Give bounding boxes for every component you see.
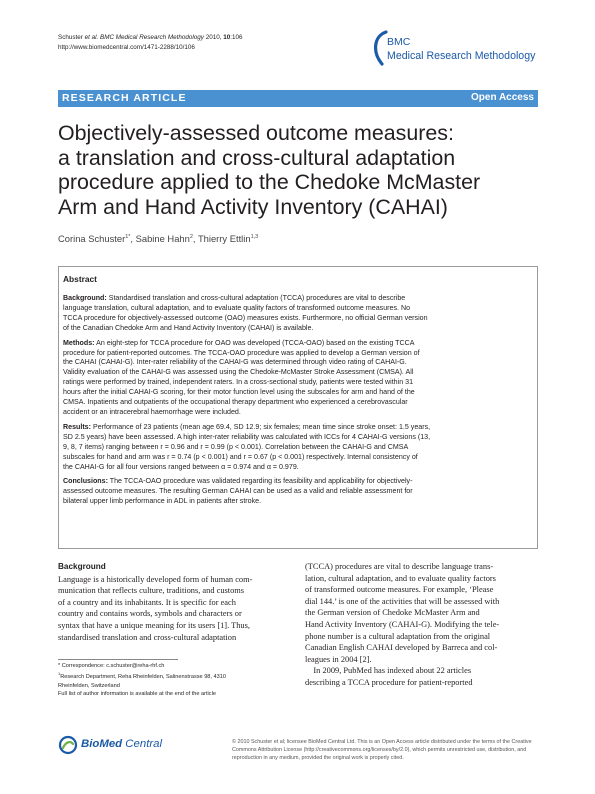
logo-journal-name: Medical Research Methodology	[387, 50, 536, 62]
text-line: Performance of 23 patients (mean age 69.4, SD 12.9; six females; mean time since stroke onset: 1.5 years,	[91, 422, 431, 431]
author-name: Corina Schuster	[58, 233, 126, 244]
text-line: An eight-step for TCCA procedure for OAO was developed (TCCA-OAO) based on the existing TCCA	[94, 338, 415, 347]
citation-authors: Schuster	[58, 34, 85, 41]
text-line: Language is a historically developed form of human com-	[58, 574, 253, 584]
section-label: Background:	[63, 294, 107, 302]
text-line: procedure for patient-reported outcomes. The TCCA-OAO procedure was applied to develop a German version of	[63, 348, 420, 357]
citation-article: :106	[230, 34, 243, 41]
section-label: Methods:	[63, 338, 95, 347]
text-line: munication that reflects culture, traditions, and customs	[58, 586, 245, 596]
footnote-divider	[58, 659, 178, 660]
abstract-background	[63, 294, 535, 334]
text-line: the German version of Chedoke McMaster Arm and	[305, 608, 480, 618]
article-title	[58, 121, 538, 219]
text-line: phone number is a cultural adaptation from the original	[305, 631, 491, 641]
license-line: reproduction in any medium, provided the original work is properly cited.	[232, 755, 404, 761]
text-line: 9, 8, 7 items) ranging between r = 0.96 and r = 0.99 (p < 0.001). Correlation between the CAHAI-G and CMSA	[63, 442, 409, 451]
citation-year: 2010,	[203, 34, 224, 41]
abstract-methods	[63, 339, 535, 418]
author-info-note: Full list of author information is available at the end of the article	[58, 691, 216, 698]
text-line: bilateral upper limb performance in ADL in patients after stroke.	[63, 497, 262, 506]
body-column-right	[305, 561, 538, 689]
abstract-heading: Abstract	[63, 274, 97, 284]
title-line: procedure applied to the Chedoke McMaster	[58, 170, 481, 195]
text-line: dial 144.’ is one of the activities that will be assessed with	[305, 596, 500, 606]
author-name: , Thierry Ettlin	[192, 233, 251, 244]
license-line: Commons Attribution License (http://creativecommons.org/licenses/by/2.0), which permits unrestricted use, distribution, and	[232, 747, 527, 753]
biomed-central-wordmark	[81, 738, 162, 750]
text-line: of transformed outcome measures. For example, ‘Please	[305, 585, 494, 595]
text-line: language translation, cultural adaptation, and to evaluate quality factors of transformed outcome measures. No	[63, 303, 411, 312]
text-line: syntax that have a unique meaning for its users [1]. Thus,	[58, 620, 250, 630]
correspondence-note[interactable]: * Correspondence: c.schuster@reha-rhf.ch	[58, 663, 165, 669]
biomed-central-logo	[58, 735, 198, 755]
wordmark-central: Central	[122, 738, 163, 750]
section-label: Conclusions:	[63, 477, 108, 486]
text-line: country and contains words, symbols and characters or	[58, 609, 242, 619]
text-line: leagues in 2004 [2].	[305, 654, 372, 664]
text-line: standardised translation and cross-cultural adaptation	[58, 632, 237, 642]
section-label: Results:	[63, 422, 91, 431]
text-line: of a country and its inhabitants. It is specific for each	[58, 597, 236, 607]
open-access-label: Open Access	[471, 92, 534, 103]
journal-logo	[370, 30, 545, 74]
text-line: Standardised translation and cross-cultural adaptation (TCCA) procedures are vital to describe	[106, 294, 406, 302]
author-affiliation: 2	[189, 233, 193, 240]
article-type-banner	[58, 90, 538, 107]
text-line: of the Canadian Chedoke Arm and Hand Activity Inventory (CAHAI) is available.	[63, 323, 314, 332]
text-line: Canadian English CAHAI developed by Barreca and col-	[305, 643, 498, 653]
body-column-left	[58, 561, 291, 643]
affiliation-note	[58, 670, 226, 681]
text-line: (TCCA) procedures are vital to describe language trans-	[305, 562, 494, 571]
text-line: In 2009, PubMed has indexed about 22 articles	[305, 666, 472, 676]
text-line: TCCA procedure for objectively-assessed outcome (OAO) measures exists. Furthermore, no official German version	[63, 313, 428, 322]
author-affiliation: 1*	[125, 233, 131, 240]
text-line: the CAHAI-G for all four versions ranged between α = 0.974 and α = 0.979.	[63, 462, 299, 471]
text-line: subscales for hand and arm was r = 0.74 (p < 0.001) and r = 0.67 (p < 0.001) respectively. Internal consistency of	[63, 452, 418, 461]
text-line: describing a TCCA procedure for patient-reported	[305, 677, 473, 687]
title-line: a translation and cross-cultural adaptation	[58, 145, 456, 170]
citation-block	[58, 33, 243, 52]
article-url[interactable]: http://www.biomedcentral.com/1471-2288/10/106	[58, 43, 195, 51]
abstract-body	[63, 294, 535, 512]
citation-volume: 10	[223, 34, 231, 41]
text-line: ratings were performed by trained, independent raters. In a cross-sectional study, patients were tested within 31	[63, 378, 414, 387]
abstract-conclusions	[63, 477, 535, 507]
citation-journal: et al. BMC Medical Research Methodology	[84, 34, 204, 41]
license-statement	[232, 738, 542, 762]
text-line: Validity evaluation of the CAHAI-G was assessed using the Chedoke-McMaster Stroke Assessment (CMSA). All	[63, 368, 414, 377]
text-line: SD 2.5 years) have been assessed. A high inter-rater reliability was calculated with ICCs for 4 CAHAI-G versions (13,	[63, 432, 431, 441]
author-list	[58, 233, 258, 244]
affiliation-number: 1	[58, 671, 61, 677]
abstract-box	[58, 266, 538, 549]
logo-bmc-text: BMC	[387, 36, 411, 48]
text-line: lation, cultural adaptation, and to evaluate quality factors	[305, 573, 496, 583]
license-line: © 2010 Schuster et al; licensee BioMed Central Ltd. This is an Open Access article distributed under the terms of the Creative	[232, 739, 532, 745]
title-line: Objectively-assessed outcome measures:	[58, 121, 454, 145]
article-type-label: RESEARCH ARTICLE	[62, 92, 187, 104]
citation-line-1	[58, 33, 243, 43]
text-line: The TCCA-OAO procedure was validated regarding its feasibility and applicability for objectively-	[107, 477, 413, 486]
text-line: Hand Activity Inventory (CAHAI-G). Modifying the tele-	[305, 619, 500, 629]
affiliation-text: Research Department, Reha Rheinfelden, Salinenstrasse 98, 4310	[60, 674, 226, 681]
title-line: Arm and Hand Activity Inventory (CAHAI)	[58, 194, 448, 219]
text-line: the CAHAI (CAHAI-G). Inter-rater reliability of the CAHAI-G was determined through video rating of CAHAI-G.	[63, 358, 407, 367]
text-line: CMSA. Inpatients and outpatients of the occupational therapy department who experienced a cerebrovascular	[63, 398, 408, 407]
abstract-results	[63, 423, 535, 473]
author-name: , Sabine Hahn	[130, 233, 190, 244]
author-affiliation: 1,3	[250, 233, 259, 240]
affiliation-note-cont: Rheinfelden, Switzerland	[58, 682, 120, 689]
footnotes	[58, 662, 226, 698]
section-heading-background: Background	[58, 562, 106, 571]
text-line: hours after the initial CAHAI-G scoring, for their motor function level using the subscales for arm and hand of the	[63, 388, 415, 397]
text-line: assessed outcome measures. The resulting German CAHAI can be used as a valid and reliable assessment for	[63, 487, 413, 496]
wordmark-biomed: BioMed	[81, 738, 123, 750]
text-line: accident or an intracerebral haemorrhage were included.	[63, 407, 241, 416]
biomed-swirl-icon	[58, 735, 78, 755]
